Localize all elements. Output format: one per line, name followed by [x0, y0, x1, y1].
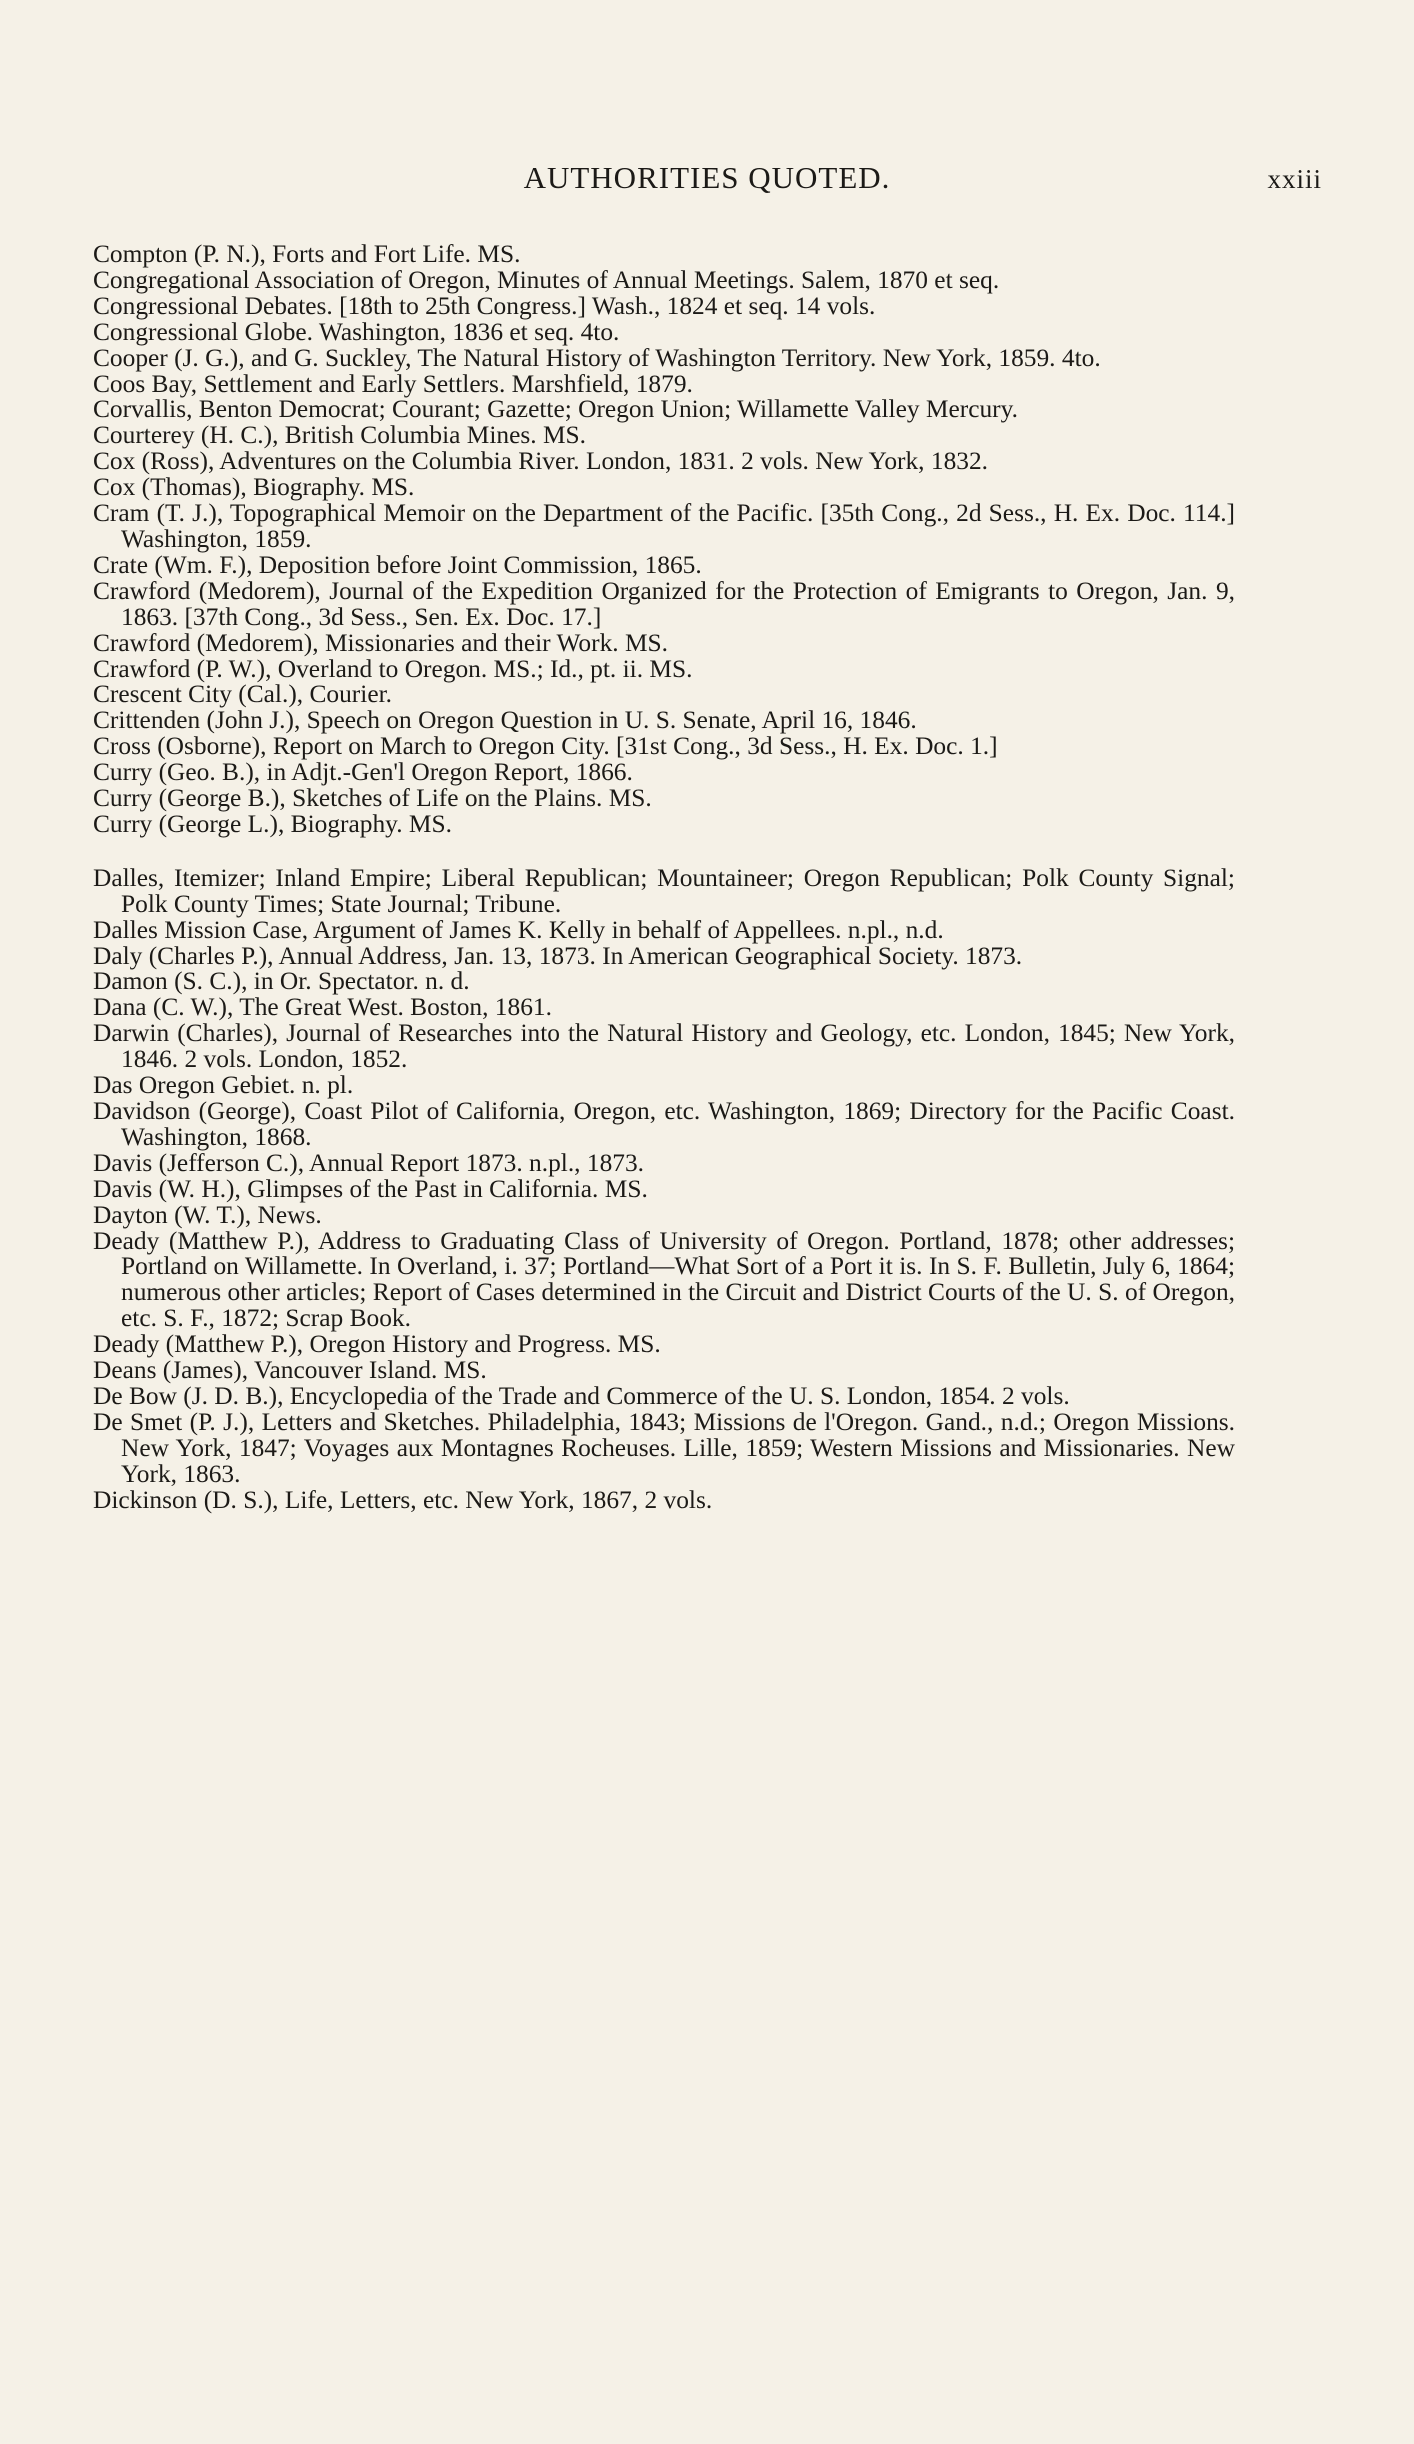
bibliography-entry: Coos Bay, Settlement and Early Settlers. Marshfield, 1879.	[93, 369, 693, 398]
bibliography-entry: Dalles, Itemizer; Inland Empire; Liberal Republican; Mountaineer; Oregon Republican; Polk County Signal; Polk County Times; State Journal; Tribune.	[93, 863, 1235, 918]
bibliography-entry: Davis (W. H.), Glimpses of the Past in California. MS.	[93, 1174, 648, 1203]
bibliography-entry: Congressional Globe. Washington, 1836 et seq. 4to.	[93, 317, 620, 346]
bibliography-entry: Crittenden (John J.), Speech on Oregon Question in U. S. Senate, April 16, 1846.	[93, 706, 917, 735]
bibliography-entry: Crawford (Medorem), Missionaries and their Work. MS.	[93, 628, 669, 657]
bibliography-entry: Deady (Matthew P.), Oregon History and Progress. MS.	[93, 1330, 661, 1359]
section-divider	[93, 838, 1235, 866]
bibliography-entry: Curry (Geo. B.), in Adjt.-Gen'l Oregon Report, 1866.	[93, 758, 633, 787]
bibliography-entry: Dayton (W. T.), News.	[93, 1200, 322, 1229]
bibliography-entry: Dalles Mission Case, Argument of James K. Kelly in behalf of Appellees. n.pl., n.d.	[93, 915, 944, 944]
bibliography-entry: Davis (Jefferson C.), Annual Report 1873. n.pl., 1873.	[93, 1148, 645, 1177]
bibliography-entry: Congregational Association of Oregon, Minutes of Annual Meetings. Salem, 1870 et seq.	[93, 265, 1000, 294]
bibliography-entry: Cox (Ross), Adventures on the Columbia River. London, 1831. 2 vols. New York, 1832.	[93, 447, 989, 476]
running-title: AUTHORITIES QUOTED.	[523, 160, 891, 195]
bibliography-entry: Dickinson (D. S.), Life, Letters, etc. New York, 1867, 2 vols.	[93, 1485, 713, 1514]
bibliography-entry: Daly (Charles P.), Annual Address, Jan. 13, 1873. In American Geographical Society. 1873.	[93, 941, 1023, 970]
bibliography-entry: Deans (James), Vancouver Island. MS.	[93, 1356, 487, 1385]
bibliography-entry: Crate (Wm. F.), Deposition before Joint Commission, 1865.	[93, 550, 702, 579]
bibliography-entry: Crescent City (Cal.), Courier.	[93, 680, 392, 709]
bibliography-entry: Curry (George B.), Sketches of Life on the Plains. MS.	[93, 784, 652, 813]
bibliography-entry: Cross (Osborne), Report on March to Oregon City. [31st Cong., 3d Sess., H. Ex. Doc. 1.]	[93, 732, 998, 761]
bibliography-list	[93, 242, 1235, 1514]
bibliography-entry: Cram (T. J.), Topographical Memoir on the Department of the Pacific. [35th Cong., 2d Sess., H. Ex. Doc. 114.] Washington, 1859.	[93, 499, 1235, 553]
bibliography-entry: De Smet (P. J.), Letters and Sketches. Philadelphia, 1843; Missions de l'Oregon. Gand., n.d.; Oregon Missions. New York, 1847; Voyages aux Montagnes Rocheuses. Lille, 1859; Western Missions and Missionaries. New York, 1863.	[93, 1407, 1235, 1488]
bibliography-entry: Curry (George L.), Biography. MS.	[93, 809, 452, 838]
running-head	[92, 160, 1322, 204]
bibliography-entry: Das Oregon Gebiet. n. pl.	[93, 1071, 354, 1100]
bibliography-entry: Cooper (J. G.), and G. Suckley, The Natural History of Washington Territory. New York, 1859. 4to.	[93, 343, 1101, 372]
bibliography-entry: Courterey (H. C.), British Columbia Mines. MS.	[93, 421, 586, 450]
bibliography-entry: Deady (Matthew P.), Address to Graduating Class of University of Oregon. Portland, 1878; other addresses; Portland on Willamette. In Overland, i. 37; Portland—What Sort of a Port it is. In S. F. Bulletin, July 6, 1864; numerous other articles; Report of Cases determined in the Circuit and District Courts of the U. S. of Oregon, etc. S. F., 1872; Scrap Book.	[93, 1226, 1235, 1333]
bibliography-entry: Damon (S. C.), in Or. Spectator. n. d.	[93, 967, 470, 996]
bibliography-entry: Compton (P. N.), Forts and Fort Life. MS.	[93, 240, 521, 268]
bibliography-entry: Darwin (Charles), Journal of Researches into the Natural History and Geology, etc. London, 1845; New York, 1846. 2 vols. London, 1852.	[93, 1019, 1235, 1074]
page-number: xxiii	[1267, 164, 1322, 194]
bibliography-entry: Crawford (Medorem), Journal of the Expedition Organized for the Protection of Emigrants to Oregon, Jan. 9, 1863. [37th Cong., 3d Sess., Sen. Ex. Doc. 17.]	[93, 576, 1235, 631]
bibliography-entry: Davidson (George), Coast Pilot of California, Oregon, etc. Washington, 1869; Directory for the Pacific Coast. Washington, 1868.	[93, 1097, 1235, 1151]
bibliography-entry: Crawford (P. W.), Overland to Oregon. MS.; Id., pt. ii. MS.	[93, 654, 693, 683]
bibliography-entry: De Bow (J. D. B.), Encyclopedia of the Trade and Commerce of the U. S. London, 1854. 2 vols.	[93, 1381, 1070, 1410]
bibliography-entry: Congressional Debates. [18th to 25th Congress.] Wash., 1824 et seq. 14 vols.	[93, 291, 876, 320]
bibliography-entry: Dana (C. W.), The Great West. Boston, 1861.	[93, 993, 552, 1022]
bibliography-entry: Corvallis, Benton Democrat; Courant; Gazette; Oregon Union; Willamette Valley Mercury.	[93, 395, 1019, 424]
bibliography-entry: Cox (Thomas), Biography. MS.	[93, 473, 415, 502]
